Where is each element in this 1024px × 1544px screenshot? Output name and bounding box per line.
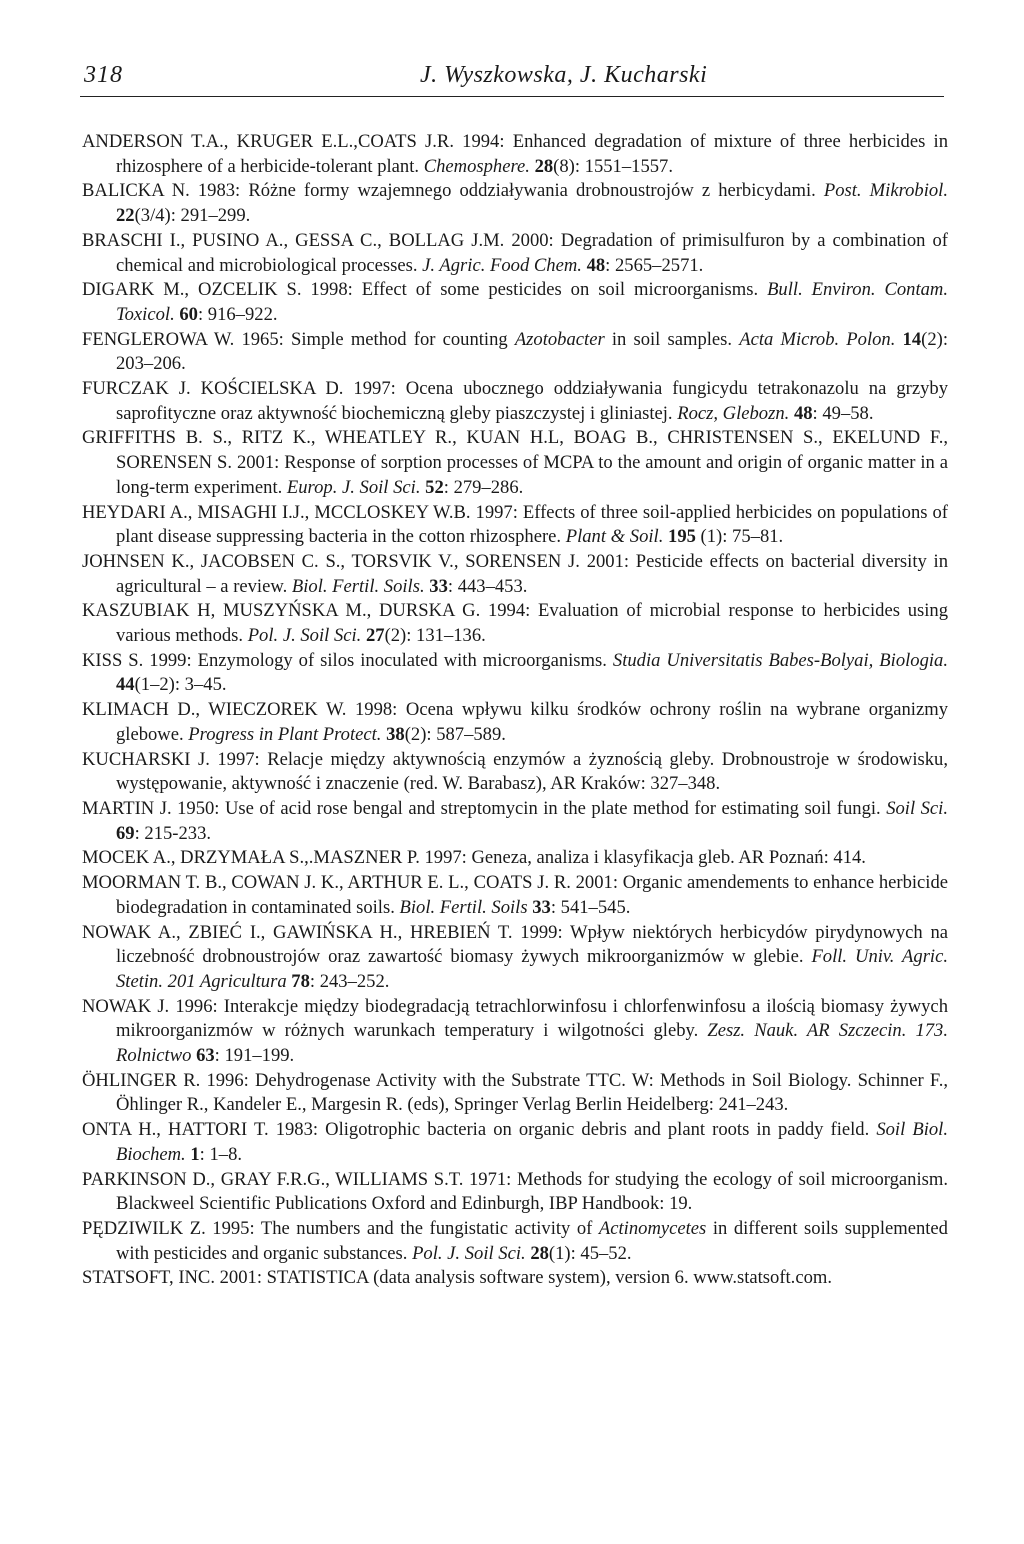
reference-journal: Europ. J. Soil Sci. xyxy=(286,476,421,498)
reference-text: ANDERSON T.A., KRUGER E.L.,COATS J.R. 1994: Enhanced degradation of mixture of three herbicides in rhizosphere of a herbicide-tolerant plant. xyxy=(82,131,948,177)
reference-entry xyxy=(82,278,948,327)
reference-text: HEYDARI A., MISAGHI I.J., MCCLOSKEY W.B. 1997: Effects of three soil-applied herbicides on populations of plant disease suppressing bacteria in the cotton rhizosphere. xyxy=(82,501,948,548)
reference-text: PARKINSON D., GRAY F.R.G., WILLIAMS S.T. 1971: Methods for studying the ecology of soil microorganism. Blackweel Scientific Publications Oxford and Edinburgh, IBP Handbook: 19. xyxy=(82,1168,948,1215)
reference-entry xyxy=(82,179,948,228)
reference-volume: 38 xyxy=(386,723,405,745)
reference-journal: Progress in Plant Protect. xyxy=(188,723,382,745)
reference-volume: 27 xyxy=(365,625,385,647)
reference-text: BRASCHI I., PUSINO A., GESSA C., BOLLAG J.M. 2000: Degradation of primisulfuron by a combination of chemical and microbiological processes. xyxy=(82,229,948,276)
reference-journal: Chemosphere. xyxy=(423,155,530,177)
reference-text: ÖHLINGER R. 1996: Dehydrogenase Activity with the Substrate TTC. W: Methods in Soil Biology. Schinner F., Öhlinger R., Kandeler E., Margesin R. (eds), Springer Verlag Berlin Heidelberg: 241–243. xyxy=(82,1069,948,1116)
reference-text: STATSOFT, INC. 2001: STATISTICA (data analysis software system), version 6. www.statsoft.com. xyxy=(82,1267,832,1289)
reference-text: KLIMACH D., WIECZOREK W. 1998: Ocena wpływu kilku środków ochrony roślin na wybrane organizmy glebowe. xyxy=(82,699,948,745)
reference-entry xyxy=(82,871,948,920)
reference-text xyxy=(895,329,902,350)
reference-journal: Rocz, Glebozn. xyxy=(677,402,790,424)
reference-journal: Soil Biol. Biochem. xyxy=(116,1119,948,1165)
reference-list xyxy=(82,130,948,1291)
reference-text: MOORMAN T. B., COWAN J. K., ARTHUR E. L., COATS J. R. 2001: Organic amendements to enhance herbicide biodegradation in contaminated soils. xyxy=(82,872,948,918)
reference-text: ONTA H., HATTORI T. 1983: Oligotrophic bacteria on organic debris and plant roots in paddy field. xyxy=(82,1119,877,1141)
reference-volume: 63 xyxy=(196,1045,215,1067)
reference-text: (2): 203–206. xyxy=(116,328,948,375)
running-title: J. Wyszkowska, J. Kucharski xyxy=(420,62,708,88)
reference-volume: 1 xyxy=(190,1143,200,1165)
reference-text: (8): 1551–1557. xyxy=(553,155,673,177)
reference-journal: Biol. Fertil. Soils xyxy=(399,896,528,918)
reference-text: (1–2): 3–45. xyxy=(134,674,227,696)
reference-volume: 48 xyxy=(793,402,813,424)
reference-text: NOWAK A., ZBIEĆ I., GAWIŃSKA H., HREBIEŃ T. 1999: Wpływ niektórych herbicydów pirydynowych na liczebność drobnoustrojów oraz zawartość biomasy żywych mikroorganizmów w glebie. xyxy=(82,921,948,968)
reference-journal: Azotobacter xyxy=(514,328,605,350)
reference-volume: 28 xyxy=(534,155,554,177)
reference-journal: Zesz. Nauk. AR Szczecin. 173. Rolnictwo xyxy=(116,1020,948,1067)
reference-volume: 33 xyxy=(429,575,448,597)
reference-text: KISS S. 1999: Enzymology of silos inoculated with microorganisms. xyxy=(82,649,613,671)
reference-journal: Pol. J. Soil Sci. xyxy=(412,1242,526,1264)
reference-journal: Actinomycetes xyxy=(598,1217,707,1239)
reference-text: FURCZAK J. KOŚCIELSKA D. 1997: Ocena ubocznego oddziaływania fungicydu tetrakonazolu na grzyby saprofityczne oraz aktywność biochemiczną gleby piaszczystej i gliniastej. xyxy=(82,378,948,424)
reference-entry xyxy=(82,377,948,426)
reference-text: FENGLEROWA W. 1965: Simple method for counting xyxy=(82,328,515,350)
reference-text: (2): 131–136. xyxy=(384,625,486,647)
reference-volume: 48 xyxy=(586,254,606,276)
reference-text: : 279–286. xyxy=(443,476,524,498)
reference-journal: J. Agric. Food Chem. xyxy=(422,254,582,276)
reference-text: BALICKA N. 1983: Różne formy wzajemnego oddziaływania drobnoustrojów z herbicydami. xyxy=(82,180,824,202)
reference-text: (2): 587–589. xyxy=(404,723,506,745)
reference-journal: Foll. Univ. Agric. Stetin. 201 Agricultura xyxy=(116,946,948,992)
reference-volume: 78 xyxy=(291,970,310,992)
reference-entry xyxy=(82,1217,948,1266)
reference-volume: 28 xyxy=(530,1242,549,1264)
reference-entry xyxy=(82,1266,948,1291)
reference-volume: 69 xyxy=(116,822,135,844)
reference-volume: 52 xyxy=(425,476,444,498)
reference-text: : 215-233. xyxy=(134,822,212,844)
reference-entry xyxy=(82,130,948,179)
reference-journal: Acta Microb. Polon. xyxy=(739,328,896,350)
reference-journal: Post. Mikrobiol. xyxy=(823,180,948,202)
reference-entry xyxy=(82,649,948,698)
reference-journal: Pol. J. Soil Sci. xyxy=(247,625,362,647)
reference-text: GRIFFITHS B. S., RITZ K., WHEATLEY R., KUAN H.L, BOAG B., CHRISTENSEN S., EKELUND F., SORENSEN S. 2001: Response of sorption processes of MCPA to the amount and origin of organic matter in a long-term experiment. xyxy=(82,427,948,498)
reference-text: DIGARK M., OZCELIK S. 1998: Effect of some pesticides on soil microorganisms. xyxy=(82,279,768,301)
page-number: 318 xyxy=(84,62,123,88)
reference-volume: 195 xyxy=(668,526,696,548)
reference-journal: Plant & Soil. xyxy=(565,526,664,548)
reference-journal: Soil Sci. xyxy=(886,797,948,819)
reference-text: in different soils supplemented with pesticides and organic substances. xyxy=(116,1217,948,1264)
reference-journal: Bull. Environ. Contam. Toxicol. xyxy=(116,279,949,325)
reference-entry xyxy=(82,426,948,500)
reference-entry xyxy=(82,748,948,797)
reference-volume: 22 xyxy=(116,205,135,227)
reference-text: MOCEK A., DRZYMAŁA S.,.MASZNER P. 1997: Geneza, analiza i klasyfikacja gleb. AR Poznań: 414. xyxy=(82,847,866,869)
reference-volume: 14 xyxy=(902,328,922,350)
reference-text: : 541–545. xyxy=(550,896,631,918)
reference-text: MARTIN J. 1950: Use of acid rose bengal and streptomycin in the plate method for estimating soil fungi. xyxy=(82,797,887,819)
reference-text: KASZUBIAK H, MUSZYŃSKA M., DURSKA G. 1994: Evaluation of microbial response to herbicides using various methods. xyxy=(82,600,948,647)
reference-entry xyxy=(82,921,948,995)
reference-entry xyxy=(82,550,948,599)
running-header xyxy=(80,62,944,97)
reference-text: (1): 45–52. xyxy=(548,1242,632,1264)
reference-entry xyxy=(82,501,948,550)
reference-entry xyxy=(82,698,948,747)
reference-text: (1): 75–81. xyxy=(695,526,784,548)
reference-text: (3/4): 291–299. xyxy=(134,205,251,227)
reference-journal: Biol. Fertil. Soils. xyxy=(291,575,425,597)
reference-entry xyxy=(82,1168,948,1217)
reference-entry xyxy=(82,995,948,1069)
reference-text: : 2565–2571. xyxy=(605,254,704,276)
reference-volume: 33 xyxy=(532,896,551,918)
reference-text: : 1–8. xyxy=(199,1143,243,1165)
reference-text: JOHNSEN K., JACOBSEN C. S., TORSVIK V., SORENSEN J. 2001: Pesticide effects on bacterial diversity in agricultural – a review. xyxy=(82,550,948,597)
reference-volume: 60 xyxy=(179,303,198,325)
reference-text: : 443–453. xyxy=(447,575,528,597)
reference-text: PĘDZIWILK Z. 1995: The numbers and the fungistatic activity of xyxy=(82,1217,599,1239)
reference-text: : 243–252. xyxy=(309,970,390,992)
reference-text: : 191–199. xyxy=(214,1045,295,1067)
reference-entry xyxy=(82,599,948,648)
reference-entry xyxy=(82,229,948,278)
reference-entry xyxy=(82,846,948,871)
reference-entry xyxy=(82,1118,948,1167)
reference-entry xyxy=(82,797,948,846)
reference-entry xyxy=(82,1069,948,1118)
reference-journal: Studia Universitatis Babes-Bolyai, Biologia. xyxy=(612,649,948,671)
reference-text: NOWAK J. 1996: Interakcje między biodegradacją tetrachlorwinfosu i chlorfenwinfosu a ilością biomasy żywych mikroorganizmów w różnych warunkach temperatury i wilgotności gleby. xyxy=(82,995,948,1042)
reference-text: : 916–922. xyxy=(197,303,278,325)
reference-text: : 49–58. xyxy=(812,402,874,424)
reference-text: KUCHARSKI J. 1997: Relacje między aktywnością enzymów a żyznością gleby. Drobnoustroje w środowisku, występowanie, aktywność i znaczenie (red. W. Barabasz), AR Kraków: 327–348. xyxy=(82,748,948,795)
reference-volume: 44 xyxy=(116,674,135,696)
reference-text: in soil samples. xyxy=(604,328,740,350)
reference-entry xyxy=(82,328,948,377)
